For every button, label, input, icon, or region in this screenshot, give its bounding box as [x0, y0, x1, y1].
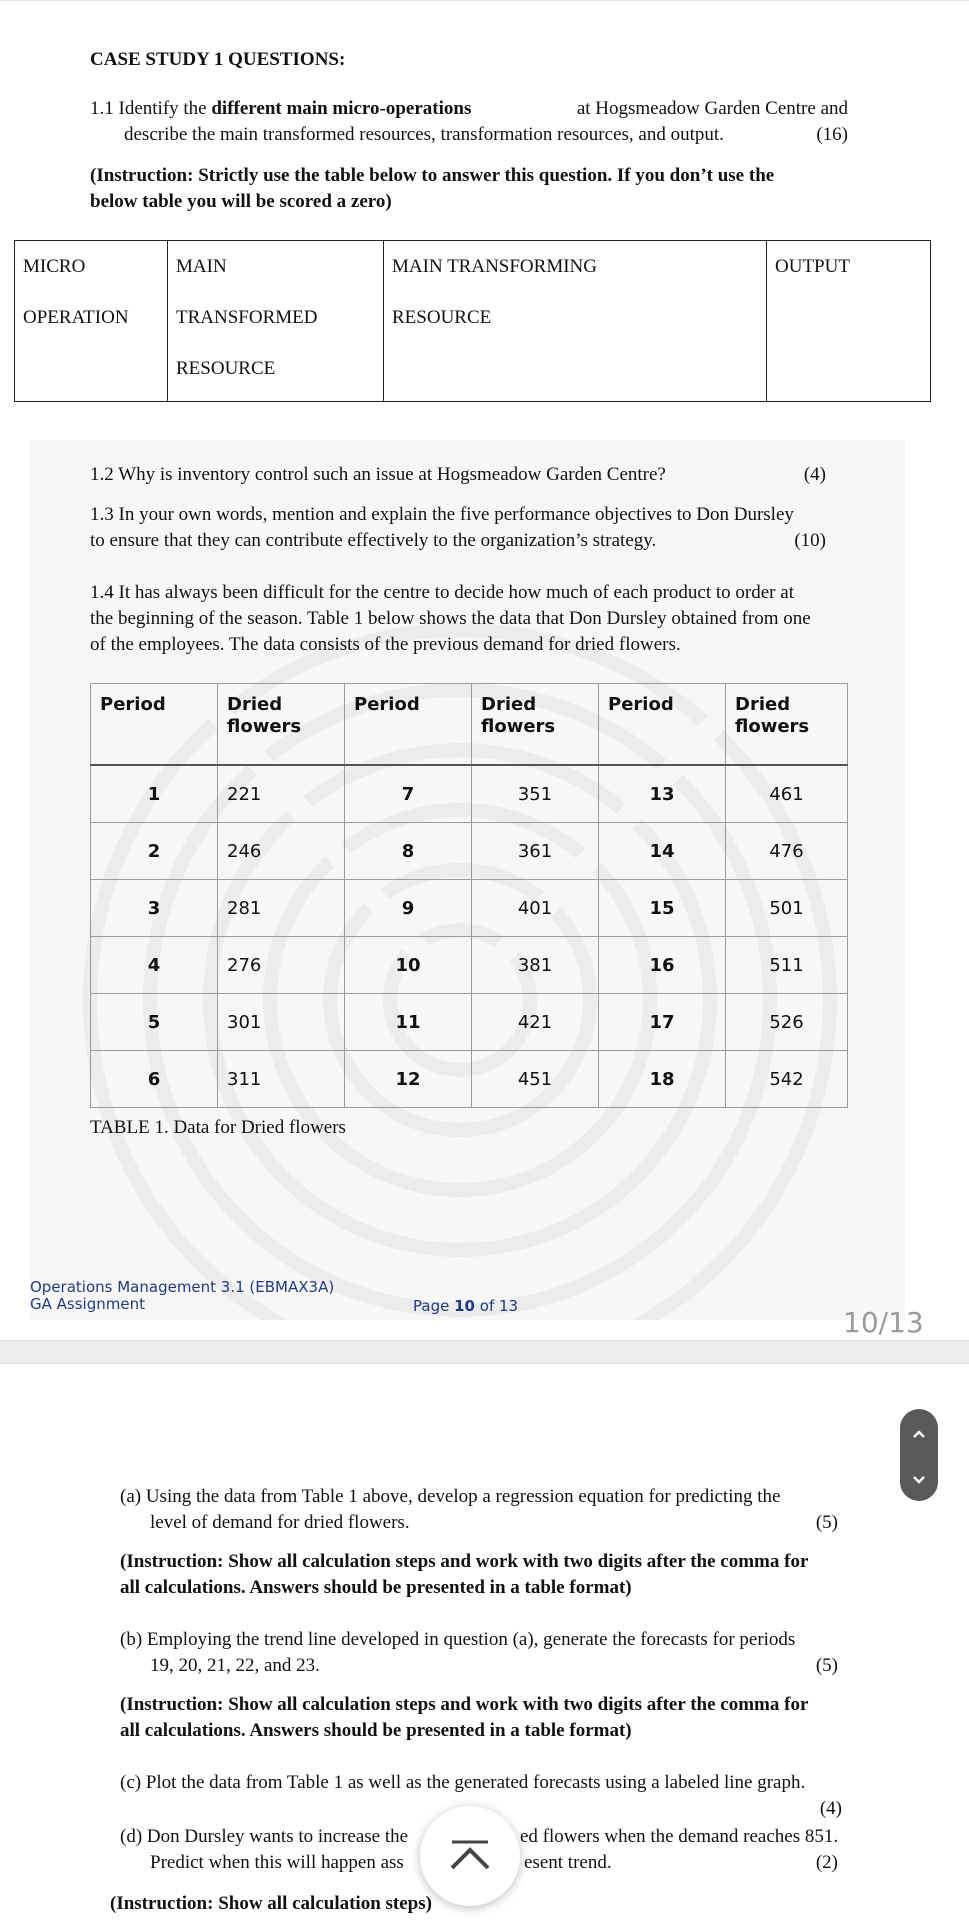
question-1-3: 1.3 In your own words, mention and explain the five performance objectives to Don Dursley to ensure that they can contribute effectively to the organization’s strategy. (10) [90, 504, 826, 551]
header-dried-flowers: Dried flowers [726, 684, 848, 766]
period-cell: 13 [599, 765, 726, 823]
period-cell: 12 [345, 1051, 472, 1108]
table-row [91, 823, 848, 880]
header-period: Period [599, 684, 726, 766]
chevron-down-icon [912, 1466, 926, 1490]
chevron-up-bar-icon [420, 1893, 520, 1910]
chevron-up-icon [912, 1420, 926, 1444]
period-cell: 8 [345, 823, 472, 880]
dried-flowers-table [90, 683, 848, 1108]
period-cell: 2 [91, 823, 218, 880]
footer-course-info: Operations Management 3.1 (EBMAX3A) GA Assignment [30, 1278, 335, 1313]
instruction-a: (Instruction: Show all calculation steps and work with two digits after the comma for all calculations. Answers should be presented in a table format) [120, 1551, 809, 1598]
value-cell: 276 [218, 937, 345, 994]
value-cell: 311 [218, 1051, 345, 1108]
table-row [91, 994, 848, 1051]
period-cell: 15 [599, 880, 726, 937]
value-cell: 451 [472, 1051, 599, 1108]
table-row [91, 880, 848, 937]
question-1-4: 1.4 It has always been difficult for the centre to decide how much of each product to order at the beginning of the season. Table 1 below shows the data that Don Dursley obtained from one of the employees. The data consists of the previous demand for dried flowers. [90, 582, 811, 655]
period-cell: 9 [345, 880, 472, 937]
question-c: (c) Plot the data from Table 1 as well as the generated forecasts using a labeled line graph. (4) [120, 1772, 842, 1819]
value-cell: 461 [726, 765, 848, 823]
table-row [91, 937, 848, 994]
period-cell: 10 [345, 937, 472, 994]
value-cell: 526 [726, 994, 848, 1051]
question-b: (b) Employing the trend line developed in question (a), generate the forecasts for periods 19, 20, 21, 22, and 23. (5) [120, 1629, 838, 1676]
question-d: (d) Don Dursley wants to increase the ed flowers when the demand reaches 851. Predict when this will happen ass esent trend. (2) [120, 1826, 839, 1873]
value-cell: 301 [218, 994, 345, 1051]
previous-page-button[interactable] [900, 1409, 938, 1455]
value-cell: 501 [726, 880, 848, 937]
instruction-d: (Instruction: Show all calculation steps) [110, 1893, 432, 1914]
value-cell: 511 [726, 937, 848, 994]
period-cell: 6 [91, 1051, 218, 1108]
marks: (16) [816, 124, 848, 145]
value-cell: 542 [726, 1051, 848, 1108]
case-study-heading: CASE STUDY 1 QUESTIONS: [90, 49, 346, 70]
question-1-1: 1.1 Identify the different main micro-operations at Hogsmeadow Garden Centre and describe the main transformed resources, transformation resources, and output. (16) [90, 96, 848, 148]
instruction-1-1: (Instruction: Strictly use the table below to answer this question. If you don’t use the below table you will be scored a zero) [90, 165, 775, 212]
next-page-button[interactable] [900, 1455, 938, 1501]
value-cell: 476 [726, 823, 848, 880]
table-row [91, 1051, 848, 1108]
value-cell: 421 [472, 994, 599, 1051]
value-cell: 401 [472, 880, 599, 937]
header-period: Period [345, 684, 472, 766]
period-cell: 16 [599, 937, 726, 994]
micro-table-col-transformed: MAIN TRANSFORMED RESOURCE [168, 241, 384, 402]
micro-table-col-transforming: MAIN TRANSFORMING RESOURCE [384, 241, 767, 402]
period-cell: 14 [599, 823, 726, 880]
value-cell: 246 [218, 823, 345, 880]
period-cell: 4 [91, 937, 218, 994]
period-cell: 1 [91, 765, 218, 823]
table-caption: TABLE 1. Data for Dried flowers [90, 1117, 346, 1138]
top-border [0, 0, 969, 1]
micro-table-col-micro-operation: MICRO OPERATION [15, 241, 168, 402]
value-cell: 361 [472, 823, 599, 880]
micro-operations-table [14, 240, 931, 402]
page-divider [0, 1340, 969, 1364]
period-cell: 17 [599, 994, 726, 1051]
header-dried-flowers: Dried flowers [472, 684, 599, 766]
table-header-row [91, 684, 848, 766]
value-cell: 381 [472, 937, 599, 994]
table-row [91, 765, 848, 823]
instruction-b: (Instruction: Show all calculation steps and work with two digits after the comma for all calculations. Answers should be presented in a table format) [120, 1694, 809, 1741]
footer-page-number: Page 10 of 13 [413, 1297, 519, 1315]
question-a: (a) Using the data from Table 1 above, develop a regression equation for predicting the level of demand for dried flowers. (5) [120, 1486, 838, 1533]
period-cell: 18 [599, 1051, 726, 1108]
period-cell: 5 [91, 994, 218, 1051]
period-cell: 3 [91, 880, 218, 937]
scroll-to-top-button[interactable] [420, 1806, 520, 1906]
value-cell: 221 [218, 765, 345, 823]
page-nav-control [900, 1409, 938, 1501]
question-1-2: 1.2 Why is inventory control such an issue at Hogsmeadow Garden Centre? (4) [90, 464, 826, 485]
period-cell: 11 [345, 994, 472, 1051]
value-cell: 351 [472, 765, 599, 823]
period-cell: 7 [345, 765, 472, 823]
micro-table-col-output: OUTPUT [767, 241, 931, 402]
page-indicator: 10/13 [843, 1306, 924, 1339]
header-period: Period [91, 684, 218, 766]
header-dried-flowers: Dried flowers [218, 684, 345, 766]
value-cell: 281 [218, 880, 345, 937]
